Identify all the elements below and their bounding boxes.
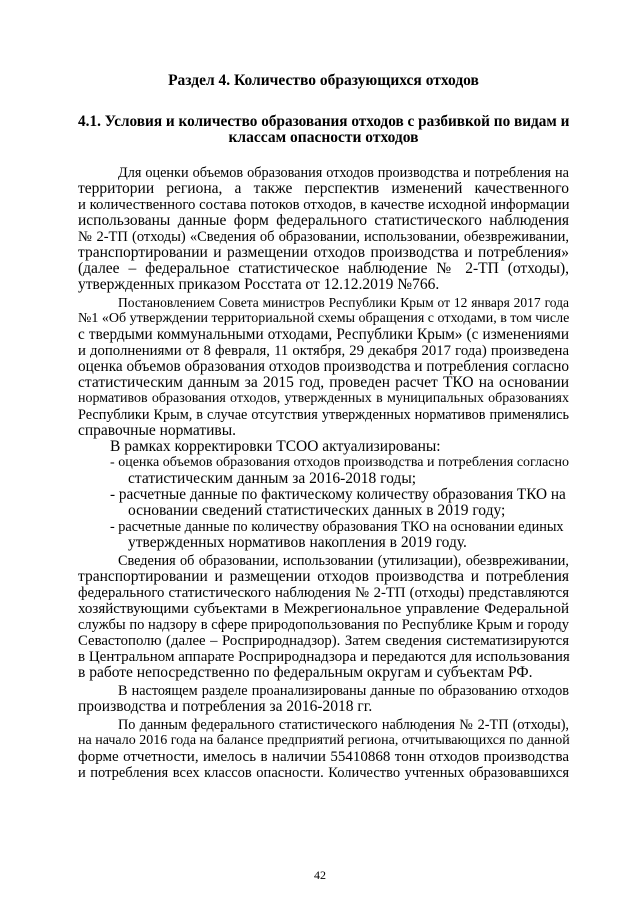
- body-line: территории региона, а также перспектив изменений качественного: [78, 180, 569, 197]
- list-item-line: основании сведений статистических данных в 2019 году;: [128, 502, 506, 519]
- body-line: (далее – федеральное статистическое наблюдение № 2-ТП (отходы),: [78, 260, 569, 277]
- body-line: транспортировании и размещении отходов производства и потребления: [78, 568, 569, 585]
- body-line: на начало 2016 года на балансе предприятий региона, отчитывающихся по данной: [78, 733, 570, 748]
- body-line: производства и потребления за 2016-2018 гг.: [78, 698, 373, 715]
- body-line: утвержденных приказом Росстата от 12.12.2019 №766.: [78, 276, 440, 293]
- list-item-line: - расчетные данные по количеству образования ТКО на основании единых: [110, 519, 564, 535]
- body-line: использованы данные форм федерального статистического наблюдения: [78, 212, 569, 229]
- body-line: и количественного состава потоков отходов, в качестве исходной информации: [78, 197, 570, 213]
- section-title: Раздел 4. Количество образующихся отходов: [168, 72, 479, 89]
- body-line: Республики Крым, в случае отсутствия утвержденных нормативов применялись: [78, 407, 569, 423]
- body-line: справочные нормативы.: [78, 422, 237, 439]
- body-line: Для оценки объемов образования отходов производства и потребления на: [118, 165, 569, 181]
- body-line: службы по надзору в сфере природопользования по Республике Крым и городу: [78, 617, 569, 633]
- body-line: По данным федерального статистического наблюдения № 2-ТП (отходы),: [118, 717, 569, 733]
- list-item-line: утвержденных нормативов накопления в 2019 году.: [128, 534, 467, 551]
- body-line: транспортировании и размещении отходов производства и потребления»: [78, 244, 569, 261]
- body-line: федерального статистического наблюдения № 2-ТП (отходы) представляются: [78, 585, 569, 601]
- body-line: №1 «Об утверждении территориальной схемы обращения с отходами, в том числе: [78, 311, 570, 326]
- body-line: и потребления всех классов опасности. Количество учтенных образовавшихся: [78, 765, 569, 781]
- body-line: Постановлением Совета министров Республики Крым от 12 января 2017 года: [118, 295, 569, 310]
- body-line: статистическим данным за 2015 год, проведен расчет ТКО на основании: [78, 374, 569, 391]
- body-line: форме отчетности, имелось в наличии 55410868 тонн отходов производства: [78, 749, 569, 765]
- body-line: В настоящем разделе проанализированы данные по образованию отходов: [118, 683, 569, 699]
- body-line: с твердыми коммунальными отходами, Республики Крым» (с изменениями: [78, 326, 569, 343]
- body-line: № 2-ТП (отходы) «Сведения об образовании, использовании, обезвреживании,: [78, 229, 569, 245]
- body-line: и дополнениями от 8 февраля, 11 октября, 29 декабря 2017 года) произведена: [78, 343, 569, 359]
- body-line: хозяйствующими субъектами в Межрегиональное управление Федеральной: [78, 601, 569, 617]
- body-line: в Центральном аппарате Росприроднадзора и передаются для использования: [78, 649, 570, 665]
- subsection-title-line: 4.1. Условия и количество образования отходов с разбивкой по видам и: [78, 113, 570, 130]
- list-item-line: - расчетные данные по фактическому количеству образования ТКО на: [110, 486, 566, 503]
- body-line: в работе непосредственно по федеральным округам и субъектам РФ.: [78, 664, 533, 681]
- body-line: В рамках корректировки ТСОО актуализированы:: [110, 438, 441, 455]
- list-item-line: статистическим данным за 2016-2018 годы;: [128, 470, 417, 487]
- body-line: оценка объемов образования отходов производства и потребления согласно: [78, 358, 569, 375]
- page-number: 42: [314, 868, 326, 882]
- list-item-line: - оценка объемов образования отходов производства и потребления согласно: [110, 455, 569, 470]
- subsection-title-line: классам опасности отходов: [228, 129, 419, 146]
- body-line: Сведения об образовании, использовании (утилизации), обезвреживании,: [118, 553, 569, 569]
- body-line: Севастополю (далее – Росприроднадзор). Затем сведения систематизируются: [78, 633, 569, 649]
- body-line: нормативов образования отходов, утвержденных в муниципальных образованиях: [78, 391, 569, 406]
